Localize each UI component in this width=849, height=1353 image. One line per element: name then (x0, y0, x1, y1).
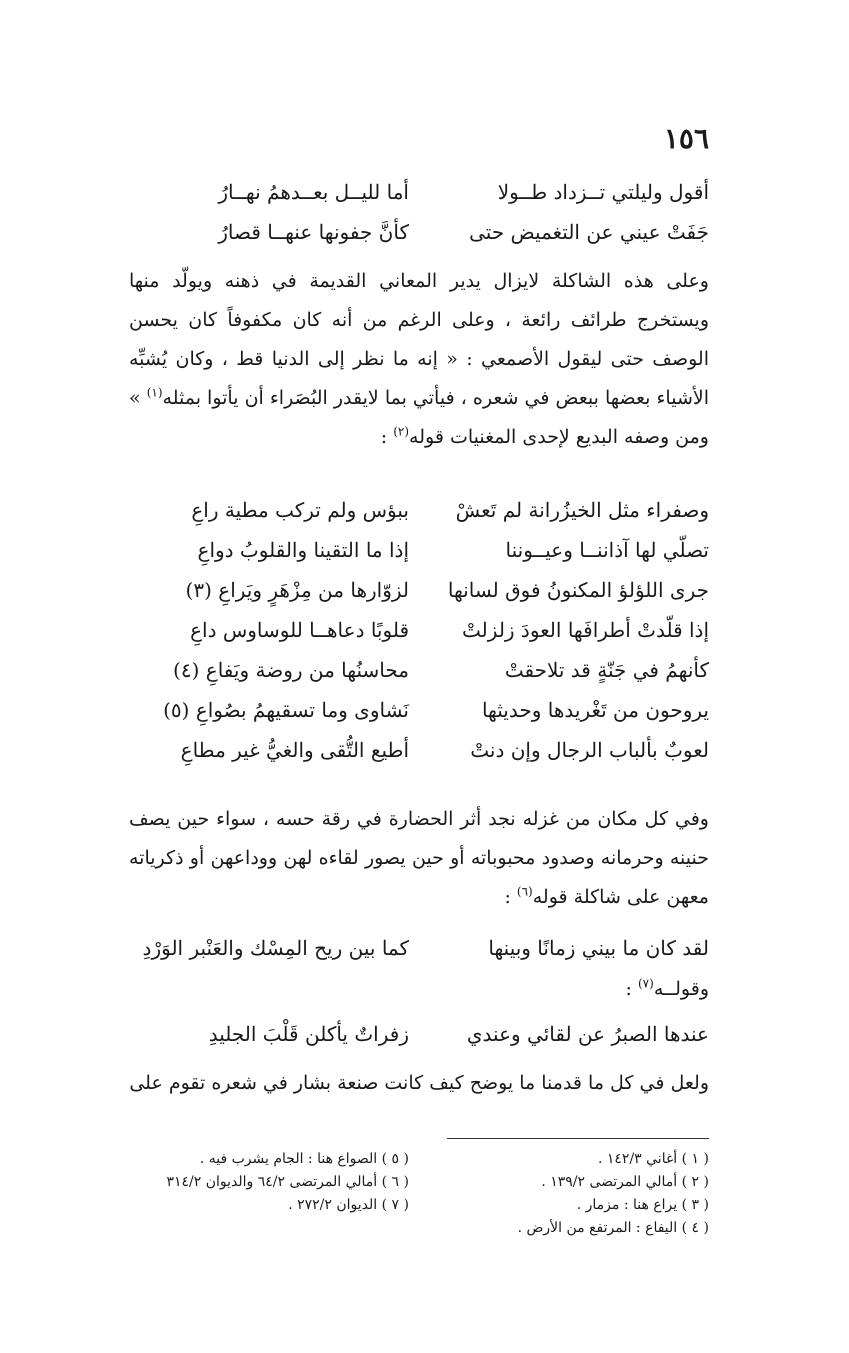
paragraph-body: وعلى هذه الشاكلة لايزال يدير المعاني القديمة في ذهنه ويولّد منها ويستخرج طرائف رائعة ، وعلى الرغم من أنه كان مكفوفاً كان يحسن الوصف حتى ليقول الأصمعي : « إنه ما نظر إلى الدنيا قط ، وكان يُشبِّه الأشياء بعضها ببعض في شعره ، فيأتي بما لايقدر البُصَراء أن يأتوا بمثله (129, 270, 709, 409)
paragraph-body: وقولــه (653, 978, 709, 1000)
paragraph-text (129, 800, 709, 917)
footnote: ( ٦ ) أمالي المرتضى ٦٤/٢ والديوان ٣١٤/٢ (166, 1174, 409, 1190)
footnote-divider (447, 1138, 709, 1139)
footnotes-right-column (439, 1148, 709, 1240)
verse-second-hemistich: أما لليــل بعــدهمُ نهــارُ (218, 180, 409, 204)
paragraph-body: : (380, 426, 394, 448)
paragraph-body: » ومن وصفه البديع لإحدى المغنيات قوله (129, 387, 709, 448)
footnote-ref: (٦) (516, 884, 533, 899)
verse-second-hemistich: كما بين ريح المِسْك والعَنْبر الوَرْدِ (142, 936, 409, 960)
verse-line (129, 690, 709, 730)
verse-second-hemistich: كأنَّ جفونها عنهــا قصارُ (218, 220, 409, 244)
paragraph-2 (129, 800, 709, 917)
verse-line (129, 212, 709, 252)
paragraph-1 (129, 262, 709, 457)
verse-first-hemistich: جرى اللؤلؤ المكنونُ فوق لسانها (447, 578, 709, 602)
verse-second-hemistich: قلوبًا دعاهــا للوساوس داعِ (190, 618, 409, 642)
paragraph-text (129, 262, 709, 457)
verse-line (129, 570, 709, 610)
page-number: ١٥٦ (663, 122, 709, 155)
paragraph-3 (129, 1064, 709, 1103)
verse-second-hemistich: محاسنُها من روضة ويَفاعِ (٤) (173, 658, 409, 682)
footnote: ( ٥ ) الصواع هنا : الجام يشرب فيه . (199, 1151, 409, 1167)
paragraph-body: : (625, 978, 638, 1000)
footnote: ( ١ ) أغاني ١٤٢/٣ . (597, 1151, 709, 1167)
verse-first-hemistich: لقد كان ما بيني زمانًا وبينها (488, 936, 709, 960)
verse-line (129, 730, 709, 770)
verse-second-hemistich: زفراتٌ يأكلن قَلْبَ الجليدِ (208, 1022, 409, 1046)
verse-line (129, 490, 709, 530)
paragraph-body: وفي كل مكان من غزله نجد أثر الحضارة في رقة حسه ، سواء حين يصف حنينه وحرمانه وصدود محبوباته أو حين يصور لقاءه لهن ووداعهن أو ذكرياته معهن على شاكلة قوله (129, 808, 709, 908)
verse-first-hemistich: وصفراء مثل الخيزُرانة لم تَعشْ (455, 498, 709, 522)
footnote: ( ٤ ) اليفاع : المرتفع من الأرض . (517, 1220, 709, 1236)
verse-first-hemistich: إذا قلّدتْ أطرافَها العودَ زلزلتْ (462, 618, 709, 642)
footnote-ref: (٧) (637, 976, 654, 991)
verse-second-hemistich: لزوّارها من مِزْهَرٍ ويَراعِ (٣) (185, 578, 409, 602)
paragraph-body: : (504, 886, 517, 908)
verse-first-hemistich: يروحون من تَغْريدها وحديثها (481, 698, 709, 722)
verse-first-hemistich: لعوبٌ بألباب الرجال وإن دنتْ (470, 738, 709, 762)
footnotes-left-column (89, 1148, 409, 1217)
footnote: ( ٣ ) يراع هنا : مزمار . (576, 1197, 709, 1213)
footnote: ( ٧ ) الديوان ٢٧٢/٢ . (288, 1197, 409, 1213)
verse-line (129, 928, 709, 968)
footnote-ref: (٢) (393, 424, 410, 439)
verse-line (129, 650, 709, 690)
verse-first-hemistich: تصلّي لها آذاننــا وعيــوننا (505, 538, 709, 562)
verses-middle (129, 490, 709, 770)
verse-first-hemistich: أقول وليلتي تــزداد طــولا (497, 180, 709, 204)
verse-line (129, 1014, 709, 1054)
verse-single-1 (129, 928, 709, 968)
paragraph-text (129, 970, 709, 1009)
verse-second-hemistich: إذا ما التقينا والقلوبُ دواعِ (197, 538, 409, 562)
verse-second-hemistich: أطيع التُّقى والغيُّ غير مطاعِ (180, 738, 409, 762)
paragraph-text: ولعل في كل ما قدمنا ما يوضح كيف كانت صنعة بشار في شعره تقوم على (129, 1072, 709, 1094)
footnote: ( ٢ ) أمالي المرتضى ١٣٩/٢ . (541, 1174, 709, 1190)
verse-line (129, 172, 709, 212)
verse-line (129, 530, 709, 570)
verse-second-hemistich: ببؤس ولم تركب مطية راعِ (191, 498, 409, 522)
verse-line (129, 610, 709, 650)
verse-first-hemistich: كأنهمُ في جَنّةٍ قد تلاحقتْ (504, 658, 709, 682)
verse-first-hemistich: جَفَتْ عيني عن التغميض حتى (469, 220, 709, 244)
verse-single-2 (129, 1014, 709, 1054)
verse-second-hemistich: نَشاوى وما تسقيهمُ بصُواعِ (٥) (163, 698, 409, 722)
verses-top (129, 172, 709, 252)
footnote-ref: (١) (146, 385, 163, 400)
intro-line (129, 970, 709, 1009)
verse-first-hemistich: عندها الصبرُ عن لقائي وعندي (466, 1022, 709, 1046)
